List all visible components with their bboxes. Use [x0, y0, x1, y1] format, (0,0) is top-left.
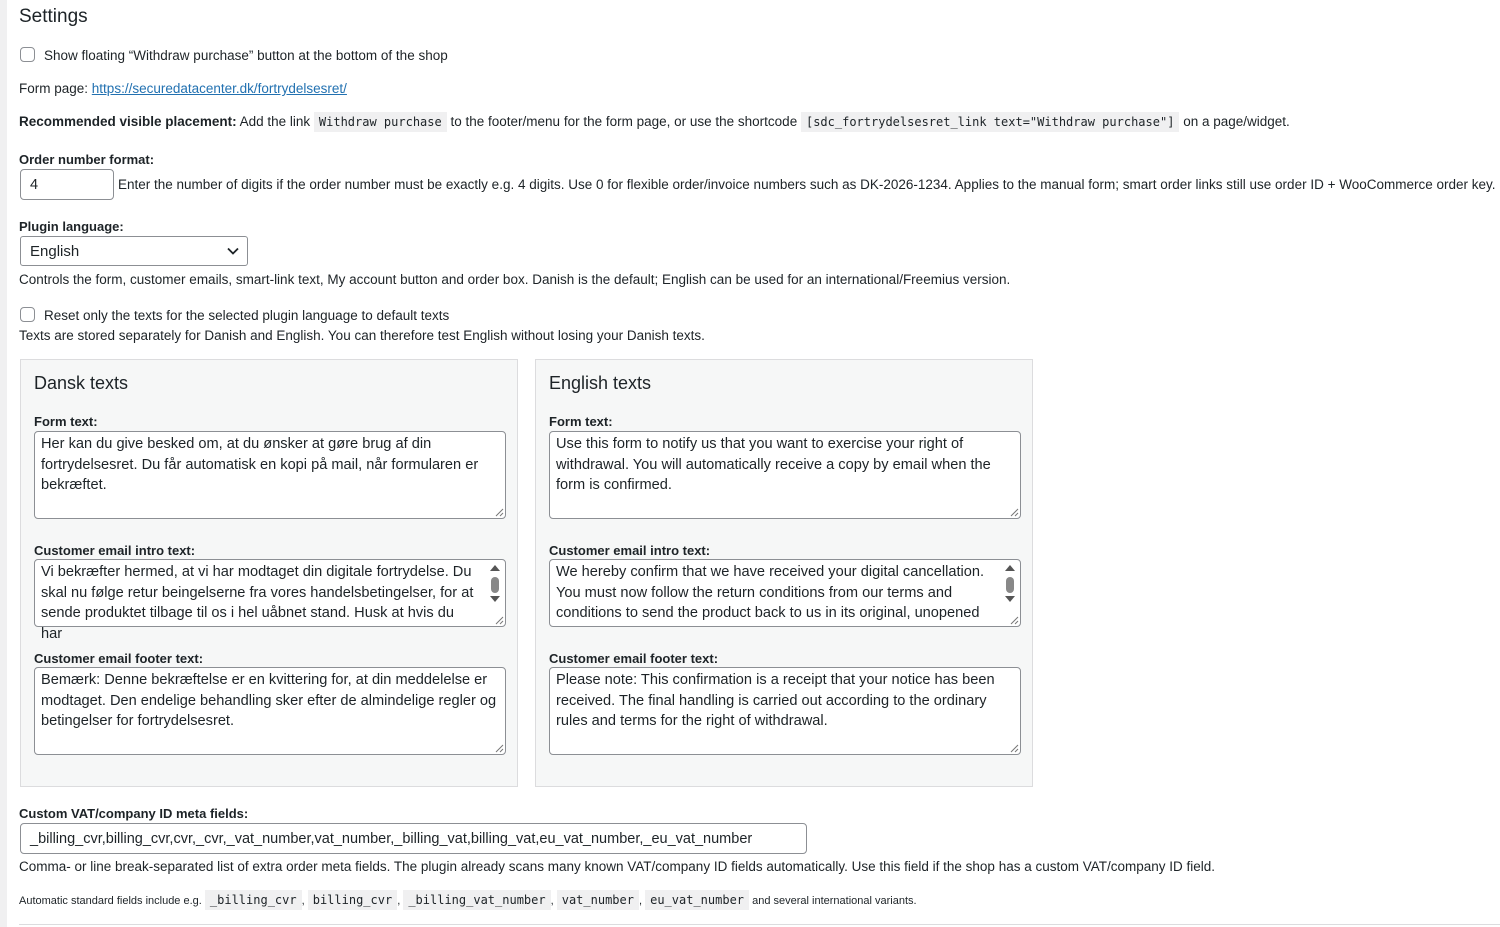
resize-grip-icon[interactable]	[1010, 616, 1019, 625]
floating-button-checkbox[interactable]	[20, 47, 35, 62]
floating-button-label: Show floating “Withdraw purchase” button at the bottom of the shop	[44, 48, 448, 63]
vat-fields-input[interactable]: _billing_cvr,billing_cvr,cvr,_cvr,_vat_number,vat_number,_billing_vat,billing_vat,eu_vat_number,_eu_vat_number	[20, 823, 807, 854]
english-heading: English texts	[549, 373, 652, 393]
vat-auto-field: _billing_cvr	[205, 890, 302, 910]
admin-edge	[0, 0, 7, 927]
scrollbar-down-icon	[490, 596, 500, 602]
placement-shortcode: [sdc_fortrydelsesret_link text="Withdraw purchase"]	[801, 112, 1179, 132]
placement-row	[19, 114, 1290, 129]
vat-auto-prefix: Automatic standard fields include e.g.	[19, 895, 202, 907]
order-number-input[interactable]: 4	[20, 169, 114, 200]
english-texts-panel	[535, 359, 1033, 787]
resize-grip-icon[interactable]	[1010, 508, 1019, 517]
scrollbar-down-icon	[1005, 596, 1015, 602]
form-page-label: Form page:	[19, 81, 89, 96]
danish-footer-textarea[interactable]	[34, 667, 506, 755]
order-number-label: Order number format:	[19, 152, 155, 167]
danish-heading: Dansk texts	[34, 373, 129, 393]
settings-content	[7, 0, 1500, 927]
placement-text-3: on a page/widget.	[1183, 114, 1290, 129]
reset-texts-help: Texts are stored separately for Danish and English. You can therefore test English without losing your Danish texts.	[19, 328, 705, 343]
danish-footer-text: Bemærk: Denne bekræftelse er en kvittering for, at din meddelelse er modtaget. Den endelige behandling sker efter de almindelige regler og betingelser for fortrydelsesret.	[41, 672, 497, 730]
resize-grip-icon[interactable]	[495, 744, 504, 753]
english-intro-label: Customer email intro text:	[549, 543, 711, 558]
english-intro-text: We hereby confirm that we have received your digital cancellation. You must now follow the return conditions from our terms and conditions to send the product back to us in its original, unopened	[556, 564, 985, 622]
language-selected: English	[30, 242, 80, 260]
danish-intro-label: Customer email intro text:	[34, 543, 196, 558]
language-label: Plugin language:	[19, 219, 124, 234]
scrollbar-thumb	[1006, 577, 1014, 593]
vat-auto-fields-row: Automatic standard fields include e.g. _billing_cvr , billing_cvr , _billing_vat_number , vat_number , eu_vat_number and several international variants.	[19, 893, 917, 907]
english-form-label: Form text:	[549, 414, 613, 429]
placement-label: Recommended visible placement:	[19, 114, 237, 129]
english-footer-textarea[interactable]	[549, 667, 1021, 755]
scrollbar-thumb	[491, 577, 499, 593]
divider	[19, 924, 1500, 925]
vat-auto-suffix: and several international variants.	[752, 895, 917, 907]
scrollbar-up-icon	[1005, 565, 1015, 571]
english-footer-label: Customer email footer text:	[549, 651, 719, 666]
vat-auto-field: vat_number	[557, 890, 639, 910]
placement-text-2: to the footer/menu for the form page, or use the shortcode	[450, 114, 798, 129]
placement-text-1: Add the link	[239, 114, 311, 129]
vat-auto-field: billing_cvr	[308, 890, 397, 910]
danish-form-textarea[interactable]	[34, 431, 506, 519]
reset-texts-label: Reset only the texts for the selected plugin language to default texts	[44, 308, 450, 323]
resize-grip-icon[interactable]	[1010, 744, 1019, 753]
english-form-textarea[interactable]	[549, 431, 1021, 519]
vat-help: Comma- or line break-separated list of extra order meta fields. The plugin already scans many known VAT/company ID fields automatically. Use this field if the shop has a custom VAT/company ID field.	[19, 859, 1216, 874]
order-number-help: Enter the number of digits if the order number must be exactly e.g. 4 digits. Use 0 for flexible order/invoice numbers such as DK-2026-1234. Applies to the manual form; smart order links still use order ID + WooCommerce order key.	[118, 177, 1496, 192]
scrollbar-up-icon	[490, 565, 500, 571]
vat-label: Custom VAT/company ID meta fields:	[19, 806, 249, 821]
vat-auto-field: _billing_vat_number	[403, 890, 550, 910]
danish-footer-label: Customer email footer text:	[34, 651, 204, 666]
danish-form-text: Her kan du give besked om, at du ønsker at gøre brug af din fortrydelsesret. Du får automatisk en kopi på mail, når formularen er bekræftet.	[41, 436, 479, 494]
chevron-down-icon	[227, 246, 239, 256]
danish-texts-panel	[20, 359, 518, 787]
form-page-row	[19, 81, 347, 96]
resize-grip-icon[interactable]	[495, 508, 504, 517]
language-help: Controls the form, customer emails, smart-link text, My account button and order box. Danish is the default; English can be used for an international/Freemius version.	[19, 272, 1011, 287]
danish-intro-textarea[interactable]	[34, 559, 506, 642]
english-intro-textarea[interactable]	[549, 559, 1021, 627]
reset-texts-checkbox[interactable]	[20, 307, 35, 322]
english-footer-text: Please note: This confirmation is a receipt that your notice has been received. The final handling is carried out according to the ordinary rules and terms for the right of withdrawal.	[556, 672, 995, 730]
danish-intro-text: Vi bekræfter hermed, at vi har modtaget din digitale fortrydelse. Du skal nu følge retur beingelserne fra vores handelsbetingelser, for at sende produktet tilbage til os i hel uåbnet stand. Husk at hvis du har	[41, 564, 474, 642]
form-page-link[interactable]: https://securedatacenter.dk/fortrydelsesret/	[91, 81, 347, 96]
danish-form-label: Form text:	[34, 414, 98, 429]
vat-auto-field: eu_vat_number	[645, 890, 749, 910]
resize-grip-icon[interactable]	[495, 616, 504, 625]
placement-link-code: Withdraw purchase	[314, 112, 447, 132]
page-title: Settings	[19, 6, 88, 27]
language-select[interactable]	[20, 236, 248, 266]
english-form-text: Use this form to notify us that you want to exercise your right of withdrawal. You will automatically receive a copy by email when the form is confirmed.	[556, 436, 991, 494]
